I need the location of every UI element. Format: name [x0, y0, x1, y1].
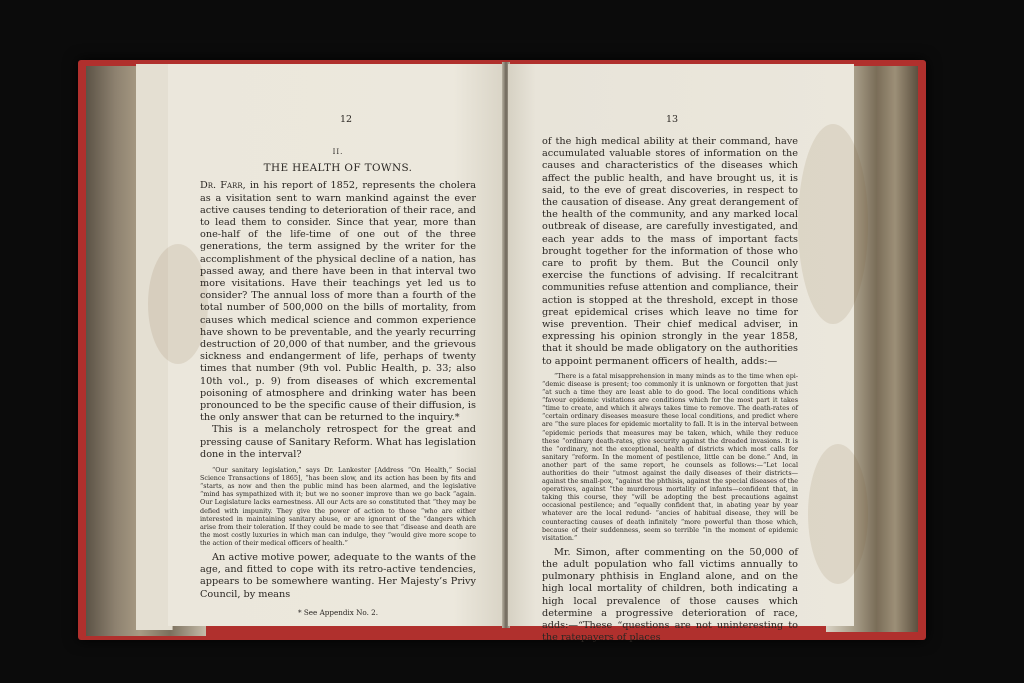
- paragraph: Mr. Simon, after commenting on the 50,000 of the adult population who fall victims annually to pulmonary phthisis in England alone, and on the high local mortality of children, both indicating a high local prevalence of those causes which determine a progressive deterioration of race, adds:—“These “questions are not uninteresting to the ratepayers of places: [542, 546, 798, 644]
- paragraph: of the high medical ability at their command, have accumulated valuable stores of information on the causes and characteristics of the diseases which affect the public health, and have brought us, it is said, to the eve of great discoveries, in respect to the causation of disease. Any great derangement of the health of the community, and any marked local outbreak of disease, are carefully investigated, and each year adds to the mass of important facts brought together for the information of those who care to profit by them. But the Council only exercise the functions of advising. If recalcitrant communities refuse attention and compliance, their action is stopped at the threshold, except in those great epidemical crises which leave no time for wise prevention. Their chief medical adviser, in expressing his opinion strongly in the year 1858, that it should be made obligatory on the authorities to appoint permanent officers of health, adds:—: [542, 136, 798, 367]
- block-quote: “There is a fatal misapprehension in many minds as to the time when epi- “demic disease is present; too commonly it is unknown or forgotten that just “at such a time they are least able to do good. The local conditions which “favour epidemic visitations are conditions which for the most part it takes “time to create, and which it always takes time to remove. The death-rates of “certain ordinary diseases measure these local conditions, and predict where are “the sure places for epidemic mortality to fall. It is in the interval between “epidemic periods that measures may be taken, which, while they reduce these “ordinary death-rates, give security against the dreaded invasions. It is the “ordinary, not the exceptional, health of districts which most calls for sanitary “reform. In the moment of pestilence, little can be done.” And, in another part of the same report, he counsels as follows:—“Let local authorities do their “utmost against the daily diseases of their districts—against the small-pox, “against the phthisis, against the special diseases of the operatives, against “the murderous mortality of infants—confident that, in taking this course, they “will be adopting the best precautions against occasional pestilence; and “equally confident that, in abating year by year whatever are the local redund- “ancies of habitual disease, they will be counteracting causes of death infinitely “more powerful than those which, because of their suddenness, seem so terrible “in the moment of epidemic visitation.”: [542, 371, 798, 542]
- paragraph: This is a melancholy retrospect for the great and pressing cause of Sanitary Reform. What has legislation done in the interval?: [200, 424, 476, 460]
- section-number: II.: [332, 148, 344, 156]
- left-page-text: [200, 146, 476, 619]
- paper-stain: [148, 244, 208, 364]
- author-name: Dr. Farr: [200, 180, 243, 192]
- page-number-right: 13: [666, 114, 679, 125]
- paragraph: Dr. Farr, in his report of 1852, represents the cholera as a visitation sent to warn mankind against the ever active causes tending to deterioration of their race, and to lead them to consider. Since that year, more than one-half of the life-time of one out of the three generations, the term assigned by the writer for the accomplishment of the physical decline of a nation, has passed away, and there have been in that interval two more visitations. Have their teachings yet led us to consider? The annual loss of more than a fourth of the total number of 500,000 on the bills of mortality, from causes which medical science and common experience have shown to be preventable, and the yearly recurring destruction of 20,000 of that number, and the grievous sickness and endangerment of life, perhaps of twenty times that number (9th vol. Public Health, p. 33; also 10th vol., p. 9) from diseases of which excremental poisoning of atmosphere and drinking water has been pronounced to be the specific cause of their diffusion, is the only answer that can be returned to the inquiry.*: [200, 180, 476, 424]
- paragraph: An active motive power, adequate to the wants of the age, and fitted to cope with its retro-active tendencies, appears to be somewhere wanting. Her Majesty’s Privy Council, by means: [200, 552, 476, 600]
- paper-stain: [808, 444, 868, 584]
- footnote: * See Appendix No. 2.: [297, 607, 379, 617]
- page-number-left: 12: [340, 114, 353, 125]
- paper-stain: [798, 124, 868, 324]
- right-page: [508, 64, 854, 644]
- chapter-title: THE HEALTH OF TOWNS.: [263, 162, 413, 175]
- right-page-text: [542, 136, 798, 644]
- block-quote: “Our sanitary legislation,” says Dr. Lankester [Address “On Health,” Social Science Transactions of 1865], “has been slow, and its action has been by fits and “starts, as now and then the public mind has been alarmed, and the legislative “mind has sympathized with it; but we no sooner improve than we go back “again. Our Legislature lacks earnestness. All our Acts are so constituted that “they may be defied with impunity. They give the power of action to those “who are either interested in maintaining sanitary abuse, or are ignorant of the “dangers which arise from their toleration. If they could be made to see that “disease and death are the most costly luxuries in which man can indulge, they “would give more scope to the action of their medical officers of health.”: [200, 466, 476, 547]
- left-page: [168, 64, 504, 626]
